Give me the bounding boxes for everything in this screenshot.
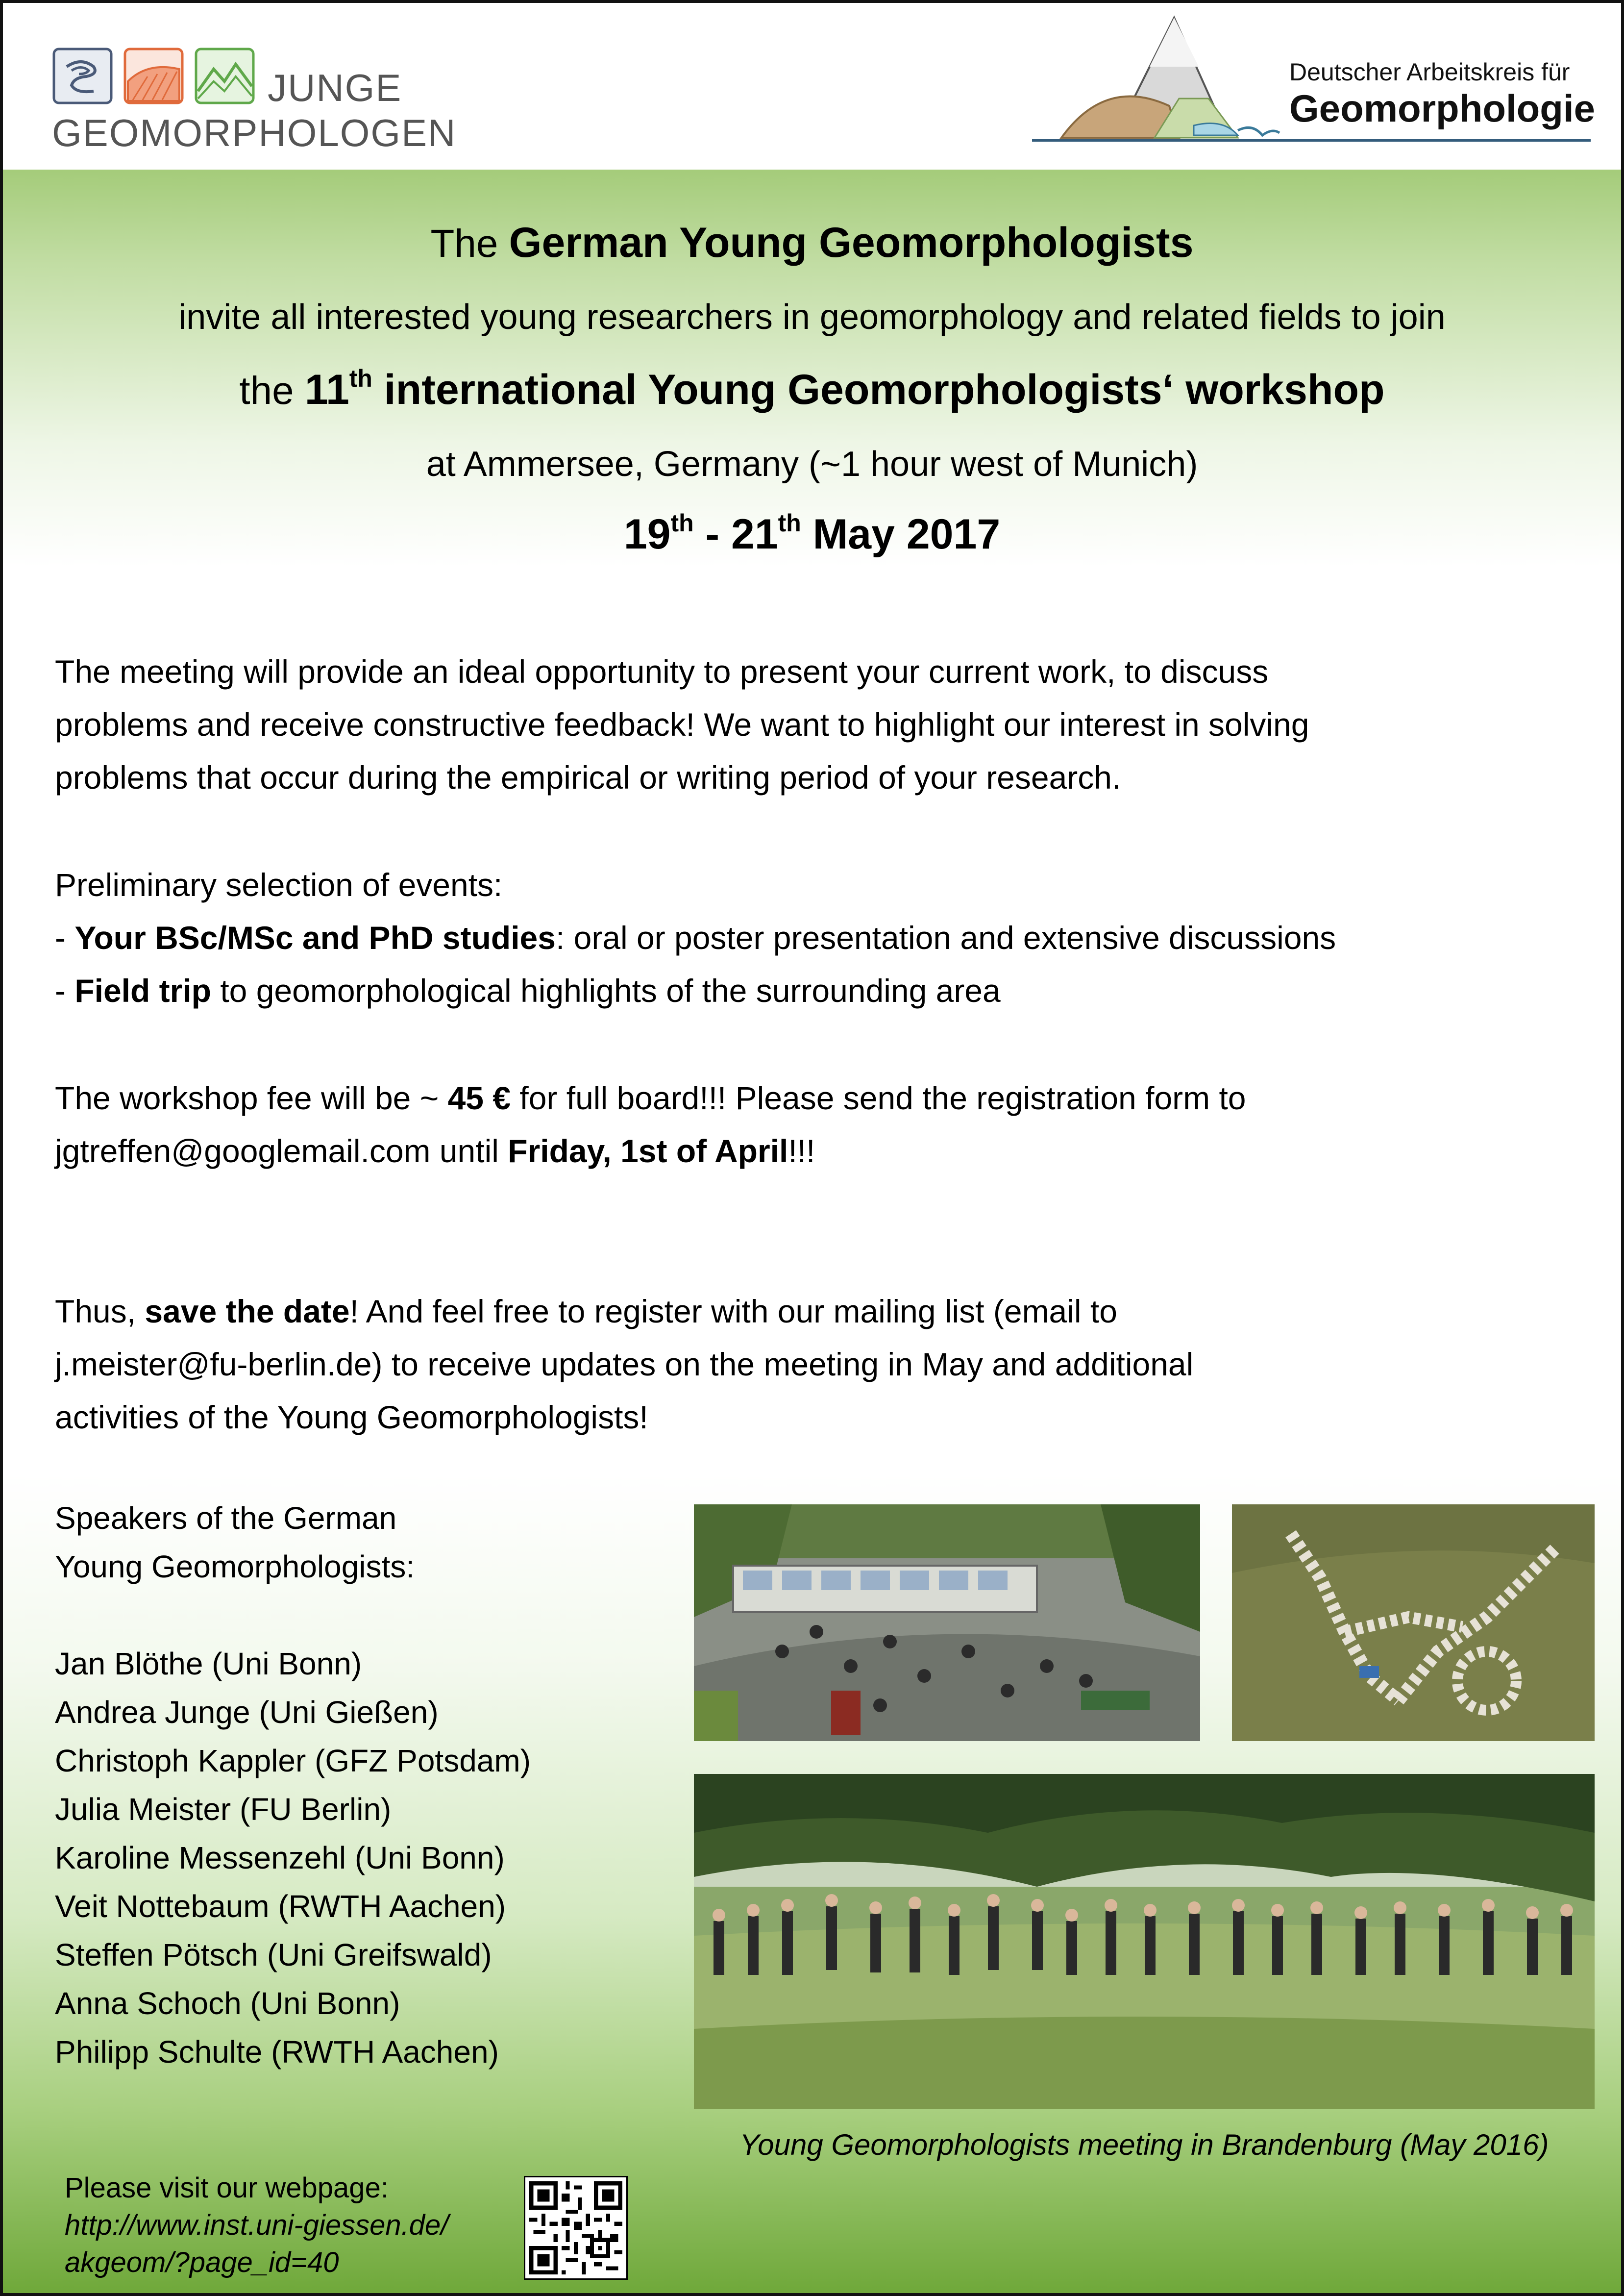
webpage-url-part1[interactable]: http://www.inst.uni-giessen.de/ — [65, 2209, 449, 2241]
title-line-1 — [3, 219, 1621, 267]
fee-line — [55, 1124, 1584, 1177]
webpage-info — [65, 2170, 448, 2281]
speaker-name: Steffen Pötsch (Uni Greifswald) — [55, 1937, 492, 1972]
save-text: Thus, — [55, 1293, 145, 1329]
webpage-link[interactable] — [65, 2244, 448, 2281]
events-heading: Preliminary selection of events: — [55, 867, 503, 903]
webpage-url-part2[interactable]: akgeom/?page_id=40 — [65, 2246, 339, 2278]
fee-text: The workshop fee will be ~ — [55, 1080, 448, 1116]
speaker-name: Julia Meister (FU Berlin) — [55, 1792, 392, 1827]
speaker-name: Andrea Junge (Uni Gießen) — [55, 1695, 439, 1730]
hillslope-icon — [123, 47, 184, 105]
date-end: - 21 — [693, 511, 778, 558]
save-date-paragraph — [55, 1285, 1584, 1444]
speaker-name: Karoline Messenzehl (Uni Bonn) — [55, 1840, 505, 1875]
bullet-dash: - — [55, 920, 75, 956]
save-the-date: save the date — [145, 1293, 350, 1329]
mountain-ridge-icon — [194, 47, 255, 105]
intro-line: problems that occur during the empirical or writing period of your research. — [55, 759, 1121, 796]
title-location: at Ammersee, Germany (~1 hour west of Munich) — [426, 445, 1198, 484]
events-paragraph — [55, 858, 1584, 1017]
fee-paragraph — [55, 1072, 1584, 1177]
title-line-2: invite all interested young researchers in geomorphology and related fields to join — [178, 298, 1446, 337]
poster-session-photo — [694, 1504, 1200, 1741]
date-start-suffix: th — [670, 509, 694, 537]
title-line-3 — [3, 366, 1621, 414]
speakers-heading: Speakers of the German — [55, 1500, 397, 1536]
contour-map-icon — [52, 47, 113, 105]
logo-text-junge: JUNGE — [268, 66, 402, 109]
spacer — [55, 1591, 531, 1640]
intro-line: problems and receive constructive feedback! We want to highlight our interest in solving — [55, 706, 1309, 743]
human-figure-photo — [1232, 1504, 1595, 1741]
workshop-number: 11 — [304, 366, 349, 413]
save-line — [55, 1285, 1584, 1338]
speakers-heading: Young Geomorphologists: — [55, 1549, 415, 1584]
intro-paragraph — [55, 645, 1584, 804]
title-prefix: The — [430, 222, 498, 265]
group-meadow-photo — [694, 1774, 1595, 2109]
header — [3, 3, 1621, 170]
event-title: Your BSc/MSc and PhD studies — [74, 920, 556, 956]
mountain-landscape-icon — [1032, 13, 1287, 155]
fee-amount: 45 € — [447, 1080, 511, 1116]
logo-text-arbeitskreis: Deutscher Arbeitskreis für — [1289, 58, 1570, 86]
workshop-prefix: the — [239, 369, 294, 412]
speaker-name: Jan Blöthe (Uni Bonn) — [55, 1646, 362, 1681]
date-start: 19 — [623, 511, 671, 558]
webpage-label: Please visit our webpage: — [65, 2172, 389, 2204]
event-item — [55, 964, 1584, 1017]
event-description: to geomorphological highlights of the surrounding area — [211, 973, 1001, 1009]
photo-caption: Young Geomorphologists meeting in Brandenburg (May 2016) — [739, 2128, 1549, 2161]
speaker-name: Philipp Schulte (RWTH Aachen) — [55, 2034, 499, 2070]
fee-line — [55, 1072, 1584, 1124]
save-line: activities of the Young Geomorphologists! — [55, 1399, 648, 1435]
speaker-name: Veit Nottebaum (RWTH Aachen) — [55, 1889, 506, 1924]
event-title: Field trip — [74, 973, 211, 1009]
event-item — [55, 911, 1584, 964]
date-month-year: May 2017 — [801, 511, 1001, 558]
qr-code-icon — [524, 2176, 628, 2280]
fee-text: !!! — [788, 1133, 815, 1169]
logo-underline — [1032, 139, 1591, 142]
webpage-link[interactable] — [65, 2207, 448, 2244]
bullet-dash: - — [55, 973, 75, 1009]
intro-line: The meeting will provide an ideal opportunity to present your current work, to discuss — [55, 653, 1269, 690]
logo-text-geomorphologen: GEOMORPHOLOGEN — [52, 111, 457, 154]
fee-text: for full board!!! Please send the registration form to — [511, 1080, 1246, 1116]
registration-deadline: Friday, 1st of April — [508, 1133, 788, 1169]
registration-email-text: jgtreffen@googlemail.com until — [55, 1133, 508, 1169]
dak-geomorphologie-logo — [1032, 13, 1620, 160]
speaker-name: Christoph Kappler (GFZ Potsdam) — [55, 1743, 531, 1778]
workshop-number-suffix: th — [349, 365, 372, 393]
save-line: j.meister@fu-berlin.de) to receive updates on the meeting in May and additional — [55, 1346, 1194, 1382]
event-date — [3, 510, 1621, 559]
speaker-name: Anna Schoch (Uni Bonn) — [55, 1986, 400, 2021]
save-text: ! And feel free to register with our mailing list (email to — [349, 1293, 1117, 1329]
date-end-suffix: th — [778, 509, 801, 537]
speakers-list — [55, 1494, 531, 2076]
event-description: : oral or poster presentation and extensive discussions — [555, 920, 1336, 956]
junge-geomorphologen-logo — [52, 42, 457, 155]
logo-text-geomorphologie: Geomorphologie — [1289, 87, 1595, 130]
workshop-name: international Young Geomorphologists‘ workshop — [384, 366, 1385, 413]
title-organization: German Young Geomorphologists — [509, 219, 1194, 266]
